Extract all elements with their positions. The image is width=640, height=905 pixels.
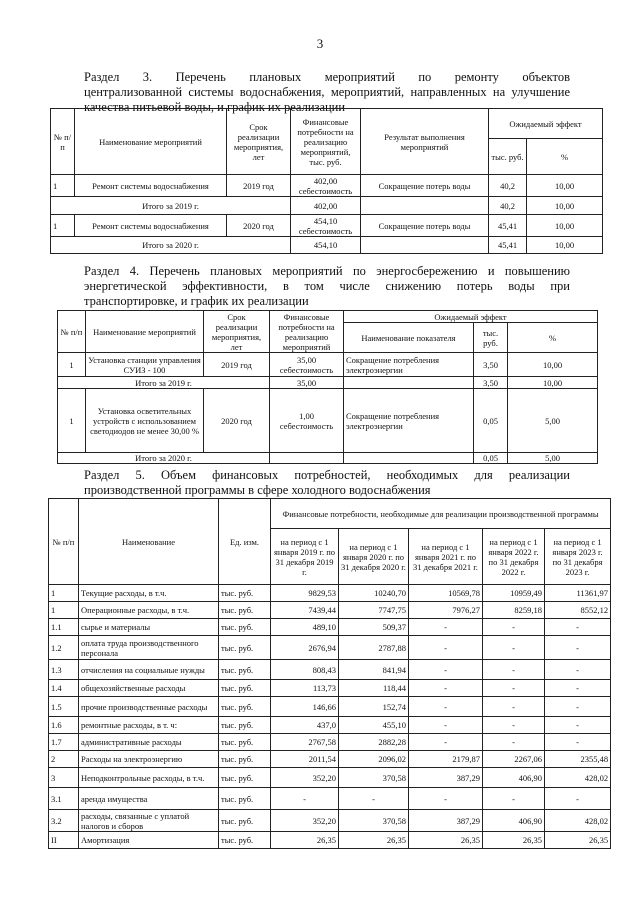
table-row: [49, 697, 611, 717]
row-name: отчисления на социальные нужды: [79, 660, 219, 680]
row-number: 2: [49, 751, 79, 768]
row-value: 152,74: [339, 697, 409, 717]
col-header-indicator: Наименование показателя: [344, 323, 474, 353]
col-header-period: на период с 1 января 2022 г. по 31 декабря 2022 г.: [483, 529, 545, 585]
row-value: 352,20: [271, 810, 339, 832]
table-row: [49, 660, 611, 680]
total-row: Итого за 2019 г. 402,00 40,2 10,00: [51, 197, 603, 215]
row-value: -: [545, 697, 611, 717]
table-row: [49, 680, 611, 697]
row-value: 26,35: [339, 832, 409, 849]
row-value: 10569,78: [409, 585, 483, 602]
row-name: оплата труда производственного персонала: [79, 636, 219, 660]
col-header-name: Наименование мероприятий: [75, 109, 227, 175]
row-value: 489,10: [271, 619, 339, 636]
section5-body: [49, 585, 611, 849]
row-value: -: [545, 717, 611, 734]
section5-heading-line: Раздел 5. Объем финансовых потребностей, необходимых для реализации: [84, 468, 570, 482]
table-row: [49, 810, 611, 832]
row-value: 406,90: [483, 768, 545, 788]
row-value: -: [483, 680, 545, 697]
row-value: 455,10: [339, 717, 409, 734]
row-value: 352,20: [271, 768, 339, 788]
col-header-unit: Ед. изм.: [219, 499, 271, 585]
table-row: [49, 751, 611, 768]
row-number: 3: [49, 768, 79, 788]
row-value: 26,35: [409, 832, 483, 849]
row-number: II: [49, 832, 79, 849]
table-row: [49, 734, 611, 751]
col-header-name: Наименование мероприятий: [86, 311, 204, 353]
row-value: 8259,18: [483, 602, 545, 619]
row-value: 8552,12: [545, 602, 611, 619]
row-value: 2267,06: [483, 751, 545, 768]
row-unit: тыс. руб.: [219, 636, 271, 660]
section4-heading-line: энергетической эффективности, в том числе снижению потерь воды при: [84, 279, 570, 293]
row-number: 1.4: [49, 680, 79, 697]
row-value: 2676,94: [271, 636, 339, 660]
col-header-result: Результат выполнения мероприятий: [361, 109, 489, 175]
row-name: аренда имущества: [79, 788, 219, 810]
table-row: 1 Установка станции управления СУИЗ - 100 2019 год 35,00 себестоимость Сокращение потребления электроэнергии 3,50 10,00: [58, 353, 598, 377]
row-value: 26,35: [271, 832, 339, 849]
row-value: 7747,75: [339, 602, 409, 619]
row-value: 113,73: [271, 680, 339, 697]
row-value: 387,29: [409, 810, 483, 832]
row-unit: тыс. руб.: [219, 717, 271, 734]
row-value: 841,94: [339, 660, 409, 680]
row-value: 10959,49: [483, 585, 545, 602]
table-row: [49, 768, 611, 788]
table-row: [49, 717, 611, 734]
row-unit: тыс. руб.: [219, 832, 271, 849]
row-value: 509,37: [339, 619, 409, 636]
row-number: 1: [49, 602, 79, 619]
row-name: Неподконтрольные расходы, в т.ч.: [79, 768, 219, 788]
col-header-pct: %: [527, 139, 603, 175]
row-value: 2011,54: [271, 751, 339, 768]
row-value: -: [409, 636, 483, 660]
table-row: [49, 832, 611, 849]
row-number: 1.3: [49, 660, 79, 680]
col-header-term: Срок реализации мероприятия, лет: [204, 311, 270, 353]
row-value: 10240,70: [339, 585, 409, 602]
section4-heading-line: Раздел 4. Перечень плановых мероприятий по энергосбережению и повышению: [84, 264, 570, 278]
row-name: расходы, связанные с уплатой налогов и сборов: [79, 810, 219, 832]
row-value: 428,02: [545, 768, 611, 788]
row-unit: тыс. руб.: [219, 585, 271, 602]
total-row: Итого за 2020 г. 0,05 5,00: [58, 453, 598, 464]
table-row: 1 Ремонт системы водоснабжения 2020 год 454,10 себестоимость Сокращение потерь воды 45,41 10,00: [51, 215, 603, 237]
row-value: 26,35: [483, 832, 545, 849]
col-header-rub: тыс. руб.: [489, 139, 527, 175]
row-value: -: [271, 788, 339, 810]
row-unit: тыс. руб.: [219, 810, 271, 832]
row-value: 808,43: [271, 660, 339, 680]
section4-heading-line: транспортировке, и график их реализации: [84, 294, 309, 308]
row-number: 1.5: [49, 697, 79, 717]
col-header-effect: Ожидаемый эффект: [489, 109, 603, 139]
section5-table: [48, 498, 611, 849]
row-number: 1.1: [49, 619, 79, 636]
row-number: 3.1: [49, 788, 79, 810]
row-value: -: [483, 734, 545, 751]
row-unit: тыс. руб.: [219, 680, 271, 697]
col-header-finance: Финансовые потребности на реализацию мероприятий: [270, 311, 344, 353]
col-header-period: на период с 1 января 2019 г. по 31 декабря 2019 г.: [271, 529, 339, 585]
section4-heading: [84, 264, 570, 309]
table-row: [49, 585, 611, 602]
row-value: 7976,27: [409, 602, 483, 619]
col-header-num: № п/п: [58, 311, 86, 353]
row-value: -: [483, 619, 545, 636]
row-value: 2787,88: [339, 636, 409, 660]
row-value: -: [409, 788, 483, 810]
row-name: Операционные расходы, в т.ч.: [79, 602, 219, 619]
row-value: -: [409, 619, 483, 636]
row-value: -: [483, 788, 545, 810]
col-header-finance: Финансовые потребности на реализацию мероприятий, тыс. руб.: [291, 109, 361, 175]
row-name: прочие производственные расходы: [79, 697, 219, 717]
col-header-period: на период с 1 января 2020 г. по 31 декабря 2020 г.: [339, 529, 409, 585]
row-name: сырье и материалы: [79, 619, 219, 636]
row-value: -: [545, 660, 611, 680]
row-value: 387,29: [409, 768, 483, 788]
section5-heading: [84, 468, 570, 498]
col-header-num: № п/п: [49, 499, 79, 585]
row-name: ремонтные расходы, в т. ч:: [79, 717, 219, 734]
row-value: 11361,97: [545, 585, 611, 602]
row-value: 146,66: [271, 697, 339, 717]
row-value: -: [545, 619, 611, 636]
row-value: 2096,02: [339, 751, 409, 768]
col-header-group: Финансовые потребности, необходимые для реализации производственной программы: [271, 499, 611, 529]
row-value: -: [483, 697, 545, 717]
row-value: -: [483, 636, 545, 660]
row-value: 428,02: [545, 810, 611, 832]
table-row: [49, 788, 611, 810]
table-row: [49, 619, 611, 636]
row-value: -: [545, 734, 611, 751]
section3-heading-line: качества питьевой воды, и график их реализации: [84, 100, 346, 114]
row-value: 2882,28: [339, 734, 409, 751]
row-value: -: [409, 680, 483, 697]
col-header-period: на период с 1 января 2023 г. по 31 декабря 2023 г.: [545, 529, 611, 585]
row-value: -: [339, 788, 409, 810]
row-value: 2767,58: [271, 734, 339, 751]
row-value: -: [483, 717, 545, 734]
row-name: общехозяйственные расходы: [79, 680, 219, 697]
total-row: Итого за 2020 г. 454,10 45,41 10,00: [51, 237, 603, 254]
col-header-pct: %: [508, 323, 598, 353]
row-value: 2355,48: [545, 751, 611, 768]
row-name: административные расходы: [79, 734, 219, 751]
table-row: [49, 636, 611, 660]
row-value: 118,44: [339, 680, 409, 697]
row-value: -: [409, 734, 483, 751]
row-value: 2179,87: [409, 751, 483, 768]
section4-table: [57, 310, 598, 464]
table-row: 1 Ремонт системы водоснабжения 2019 год 402,00 себестоимость Сокращение потерь воды 40,2 10,00: [51, 175, 603, 197]
row-number: 3.2: [49, 810, 79, 832]
row-value: -: [545, 788, 611, 810]
row-value: 370,58: [339, 768, 409, 788]
page-number: 3: [316, 36, 324, 51]
section3-heading-line: Раздел 3. Перечень плановых мероприятий по ремонту объектов: [84, 70, 570, 84]
row-unit: тыс. руб.: [219, 734, 271, 751]
row-number: 1: [49, 585, 79, 602]
row-value: -: [545, 636, 611, 660]
row-unit: тыс. руб.: [219, 768, 271, 788]
row-value: -: [409, 717, 483, 734]
col-header-period: на период с 1 января 2021 г. по 31 декабря 2021 г.: [409, 529, 483, 585]
row-unit: тыс. руб.: [219, 788, 271, 810]
row-value: 370,58: [339, 810, 409, 832]
row-value: -: [409, 697, 483, 717]
total-row: Итого за 2019 г. 35,00 3,50 10,00: [58, 377, 598, 389]
table-row: 1 Установка осветительных устройств с использованием светодиодов не менее 30,00 % 2020 год 1,00 себестоимость Сокращение потребления электроэнергии 0,05 5,00: [58, 389, 598, 453]
row-value: -: [409, 660, 483, 680]
row-name: Текущие расходы, в т.ч.: [79, 585, 219, 602]
row-unit: тыс. руб.: [219, 697, 271, 717]
row-number: 1.6: [49, 717, 79, 734]
row-unit: тыс. руб.: [219, 660, 271, 680]
row-name: Расходы на электроэнергию: [79, 751, 219, 768]
row-unit: тыс. руб.: [219, 751, 271, 768]
row-value: -: [483, 660, 545, 680]
row-value: 26,35: [545, 832, 611, 849]
row-unit: тыс. руб.: [219, 619, 271, 636]
row-value: 437,0: [271, 717, 339, 734]
row-value: -: [545, 680, 611, 697]
col-header-rub: тыс. руб.: [474, 323, 508, 353]
col-header-effect: Ожидаемый эффект: [344, 311, 598, 323]
row-unit: тыс. руб.: [219, 602, 271, 619]
col-header-num: № п/ п: [51, 109, 75, 175]
section5-heading-line: производственной программы в сфере холодного водоснабжения: [84, 483, 431, 497]
col-header-term: Срок реализации мероприятия, лет: [227, 109, 291, 175]
section3-table: [50, 108, 603, 254]
row-number: 1.7: [49, 734, 79, 751]
row-number: 1.2: [49, 636, 79, 660]
row-value: 7439,44: [271, 602, 339, 619]
row-value: 9829,53: [271, 585, 339, 602]
section3-heading-line: централизованной системы водоснабжения, мероприятий, направленных на улучшение: [84, 85, 570, 99]
row-name: Амортизация: [79, 832, 219, 849]
table-row: [49, 602, 611, 619]
row-value: 406,90: [483, 810, 545, 832]
col-header-name: Наименование: [79, 499, 219, 585]
